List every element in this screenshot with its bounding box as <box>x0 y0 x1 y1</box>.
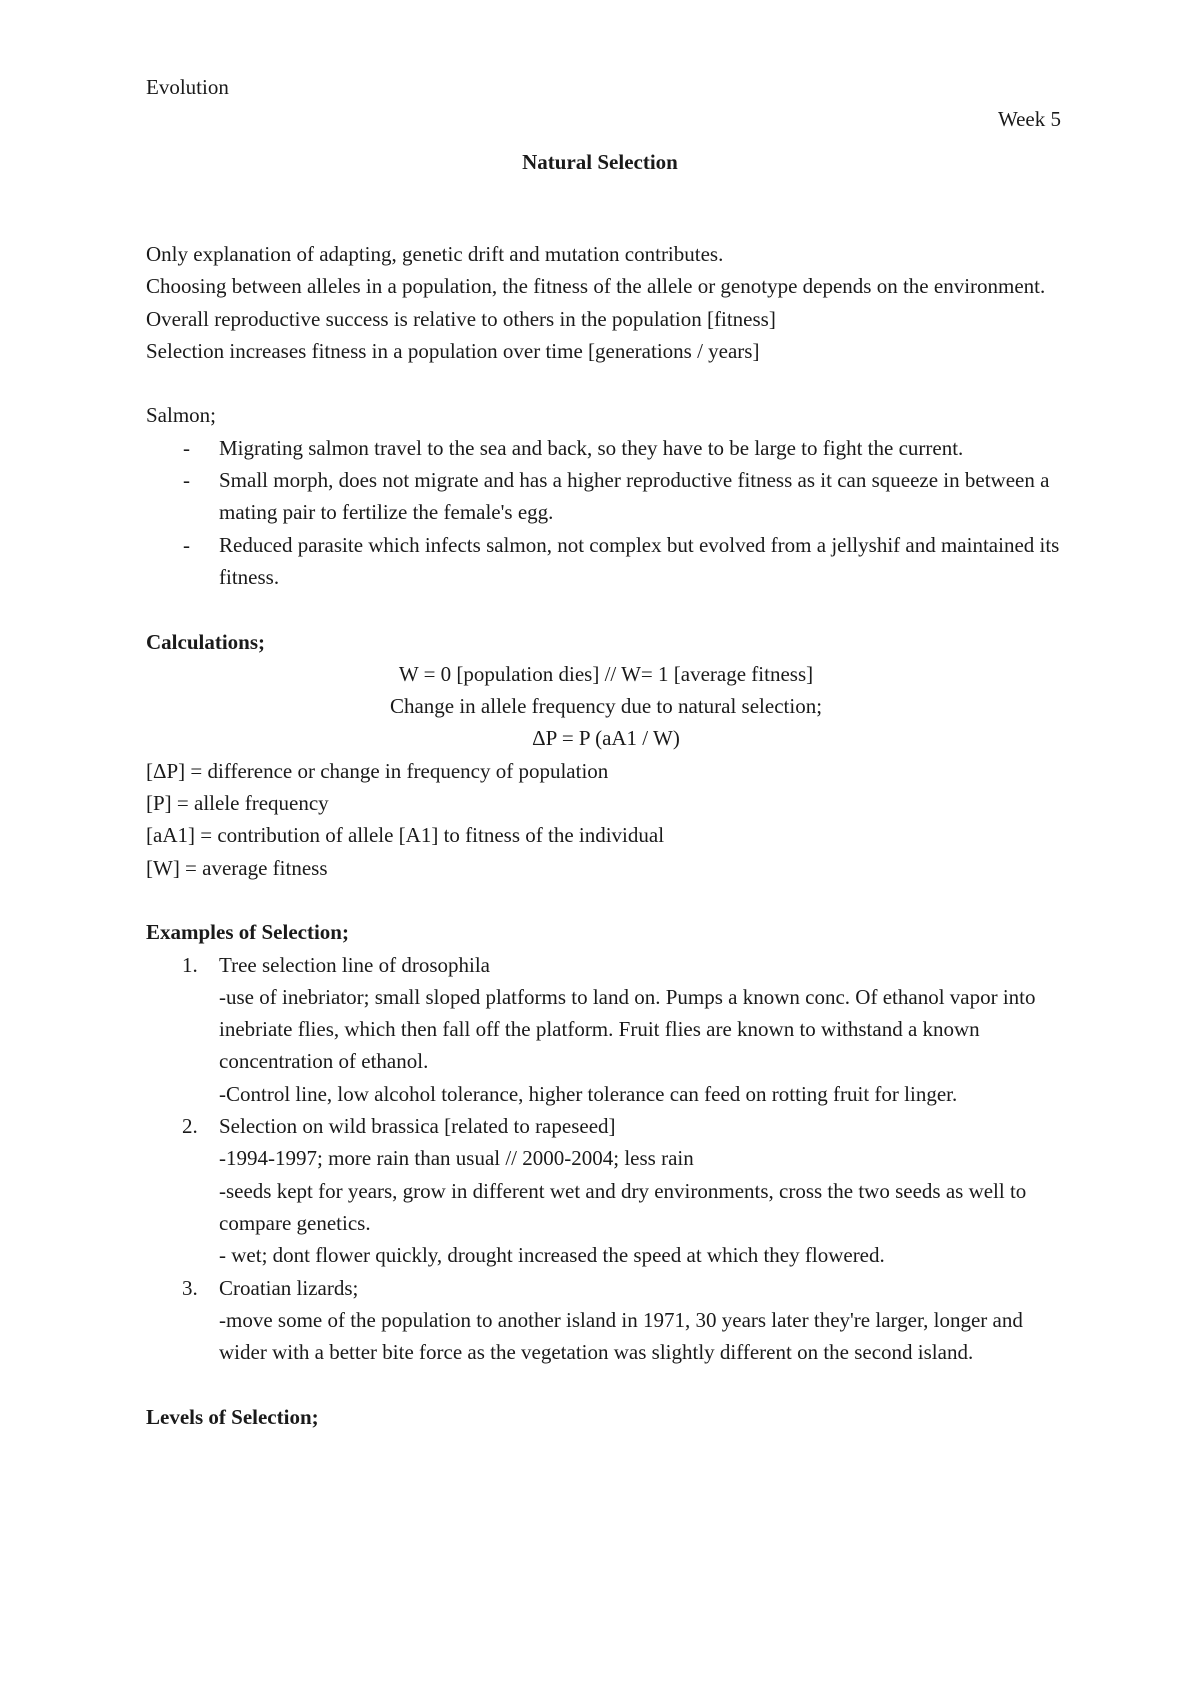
example-detail: -Control line, low alcohol tolerance, higher tolerance can feed on rotting fruit for linger. <box>219 1081 958 1106</box>
bullet-mark: - <box>183 435 190 460</box>
salmon-heading: Salmon; <box>146 403 217 428</box>
salmon-bullet-item <box>146 432 1066 464</box>
list-number: 1. <box>182 952 198 977</box>
example-item <box>146 1272 1066 1369</box>
bullet-text: Migrating salmon travel to the sea and back, so they have to be large to fight the current. <box>219 435 964 460</box>
week-label: Week 5 <box>997 107 1061 131</box>
example-item <box>146 1110 1066 1271</box>
example-title: Selection on wild brassica [related to rapeseed] <box>219 1114 616 1139</box>
formula-line: ΔP = P (aA1 / W) <box>532 726 680 751</box>
document-body <box>146 238 1066 1433</box>
page-title: Natural Selection <box>522 150 678 174</box>
example-detail: -use of inebriator; small sloped platforms to land on. Pumps a known conc. Of ethanol vapor into inebriate flies, which then fall off the platform. Fruit flies are known to withstand a known concentration of ethanol. <box>219 984 1036 1074</box>
definition-line: [aA1] = contribution of allele [A1] to fitness of the individual <box>146 823 665 848</box>
example-title: Tree selection line of drosophila <box>219 952 491 977</box>
example-detail: -1994-1997; more rain than usual // 2000-2004; less rain <box>219 1146 694 1171</box>
intro-line: Only explanation of adapting, genetic drift and mutation contributes. <box>146 242 724 266</box>
formula-line: W = 0 [population dies] // W= 1 [average fitness] <box>398 661 814 686</box>
intro-line: Choosing between alleles in a population, the fitness of the allele or genotype depends on the environment. <box>146 274 1046 299</box>
bullet-mark: - <box>183 532 190 557</box>
levels-heading: Levels of Selection; <box>146 1404 319 1429</box>
formula-line: Change in allele frequency due to natural selection; <box>389 694 823 719</box>
example-detail: -seeds kept for years, grow in different wet and dry environments, cross the two seeds as well to compare genetics. <box>219 1178 1027 1235</box>
definition-line: [W] = average fitness <box>146 855 328 880</box>
intro-line: Selection increases fitness in a population over time [generations / years] <box>146 338 760 363</box>
examples-heading: Examples of Selection; <box>146 920 349 945</box>
salmon-bullet-item <box>146 529 1066 594</box>
definition-line: [P] = allele frequency <box>146 791 329 816</box>
bullet-text: Small morph, does not migrate and has a higher reproductive fitness as it can squeeze in between a mating pair to fertilize the female's egg. <box>219 468 1050 525</box>
course-name: Evolution <box>146 75 229 99</box>
bullet-text: Reduced parasite which infects salmon, not complex but evolved from a jellyshif and maintained its fitness. <box>219 532 1060 589</box>
bullet-mark: - <box>183 468 190 493</box>
example-detail: -move some of the population to another island in 1971, 30 years later they're larger, longer and wider with a better bite force as the vegetation was slightly different on the second island. <box>219 1307 1023 1365</box>
calculations-heading: Calculations; <box>146 629 266 654</box>
salmon-bullet-item <box>146 464 1066 529</box>
example-detail: - wet; dont flower quickly, drought increased the speed at which they flowered. <box>219 1243 885 1268</box>
list-number: 3. <box>182 1275 198 1300</box>
list-number: 2. <box>182 1114 198 1139</box>
definition-line: [ΔP] = difference or change in frequency of population <box>146 758 609 783</box>
example-item <box>146 949 1066 1110</box>
example-title: Croatian lizards; <box>219 1275 359 1300</box>
intro-line: Overall reproductive success is relative to others in the population [fitness] <box>146 306 776 331</box>
